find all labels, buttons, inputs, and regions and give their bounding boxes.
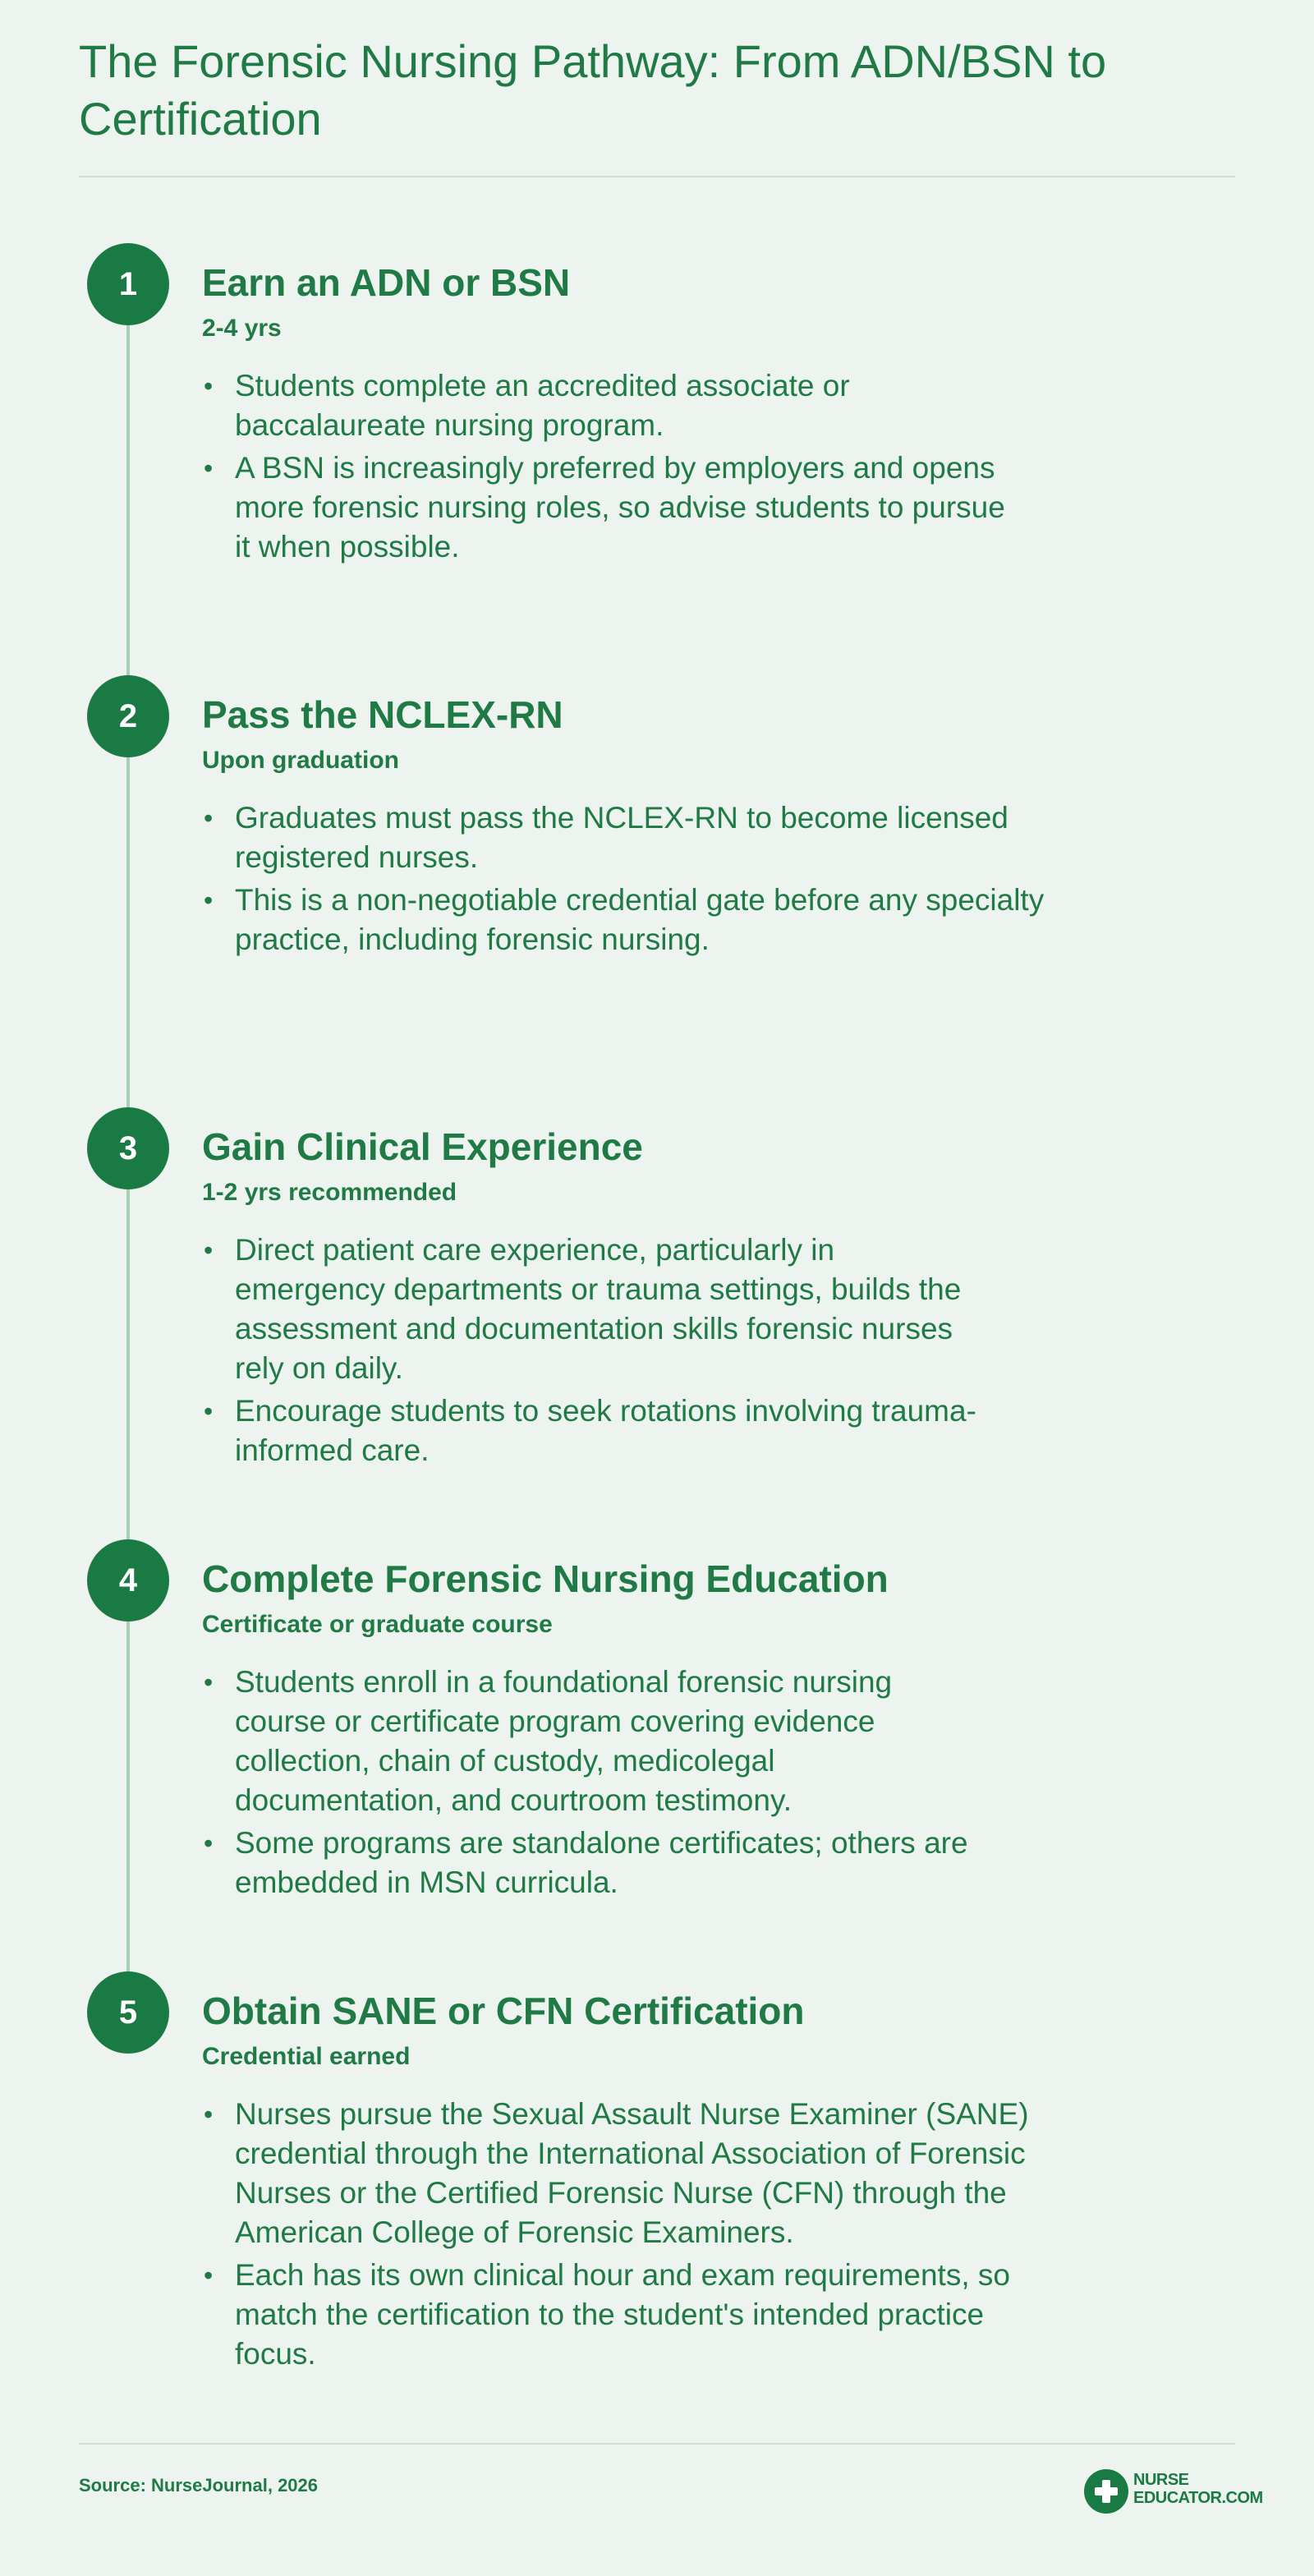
bullet-icon: • [204, 803, 214, 833]
bullet-icon: • [204, 1235, 214, 1265]
list-item [202, 1824, 990, 1902]
bullet-icon: • [204, 2100, 214, 2129]
step-bullet-list [202, 366, 1023, 570]
list-item [202, 1230, 990, 1388]
logo-line-2: EDUCATOR.COM [1133, 2489, 1263, 2507]
bullet-text: Nurses pursue the Sexual Assault Nurse Examiner (SANE) credential through the International Association of Forensic Nurses or the Certified Forensic Nurse (CFN) through the American College of Forensic Examiners. [235, 2097, 1029, 2249]
bullet-text: Students complete an accredited associate or baccalaureate nursing program. [235, 369, 850, 442]
bullet-icon: • [204, 371, 214, 401]
bullet-icon: • [204, 453, 214, 483]
step-heading: Obtain SANE or CFN Certification [202, 1990, 805, 2032]
step-number-badge: 2 [87, 675, 169, 757]
brand-logo [1084, 2468, 1263, 2514]
logo-wordmark [1133, 2471, 1263, 2507]
step-bullet-list [202, 2095, 1056, 2377]
step-heading: Complete Forensic Nursing Education [202, 1557, 889, 1600]
cross-icon-graphic [1093, 2478, 1119, 2505]
step-duration: 1-2 yrs recommended [202, 1179, 457, 1206]
step-bullet-list [202, 1663, 990, 1906]
cross-icon [1084, 2469, 1128, 2514]
bullet-text: Graduates must pass the NCLEX-RN to become licensed registered nurses. [235, 801, 1008, 874]
step-duration: Upon graduation [202, 747, 399, 774]
list-item [202, 366, 1023, 445]
title-divider [79, 176, 1235, 177]
bullet-icon: • [204, 2261, 214, 2290]
list-item [202, 2095, 1056, 2252]
step-number-badge: 4 [87, 1539, 169, 1622]
step-heading: Pass the NCLEX-RN [202, 693, 563, 736]
bullet-icon: • [204, 886, 214, 915]
step-duration: 2-4 yrs [202, 315, 282, 342]
bullet-text: Some programs are standalone certificates; others are embedded in MSN curricula. [235, 1826, 968, 1899]
bullet-text: Direct patient care experience, particularly in emergency departments or trauma settings, builds the assessment and documentation skills forensic nurses rely on daily. [235, 1233, 962, 1385]
step-number-badge: 3 [87, 1107, 169, 1189]
list-item [202, 798, 1048, 877]
list-item [202, 1663, 990, 1820]
bullet-text: Each has its own clinical hour and exam requirements, so match the certification to the student's intended practice focus. [235, 2258, 1010, 2371]
step-bullet-list [202, 1230, 990, 1474]
bullet-text: A BSN is increasingly preferred by employers and opens more forensic nursing roles, so advise students to pursue it when possible. [235, 451, 1005, 564]
step-heading: Earn an ADN or BSN [202, 261, 571, 304]
logo-line-1: NURSE [1133, 2471, 1189, 2489]
list-item [202, 448, 1023, 567]
bullet-icon: • [204, 1828, 214, 1858]
bullet-icon: • [204, 1396, 214, 1426]
step-duration: Certificate or graduate course [202, 1611, 553, 1638]
step-number-badge: 5 [87, 1971, 169, 2054]
source-citation: Source: NurseJournal, 2026 [79, 2475, 319, 2496]
pathway-infographic [79, 0, 1263, 2576]
step-number-badge: 1 [87, 243, 169, 325]
bullet-text: Encourage students to seek rotations involving trauma-informed care. [235, 1394, 976, 1467]
list-item [202, 1392, 990, 1470]
list-item [202, 881, 1048, 959]
footer-divider [79, 2443, 1235, 2445]
bullet-text: This is a non-negotiable credential gate before any specialty practice, including forensic nursing. [235, 883, 1045, 956]
list-item [202, 2256, 1056, 2374]
step-bullet-list [202, 798, 1048, 963]
bullet-icon: • [204, 1668, 214, 1697]
step-heading: Gain Clinical Experience [202, 1125, 643, 1168]
step-duration: Credential earned [202, 2043, 411, 2070]
bullet-text: Students enroll in a foundational forensic nursing course or certificate program covering evidence collection, chain of custody, medicolegal documentation, and courtroom testimony. [235, 1665, 893, 1817]
page-title: The Forensic Nursing Pathway: From ADN/BSN to Certification [79, 35, 1107, 145]
